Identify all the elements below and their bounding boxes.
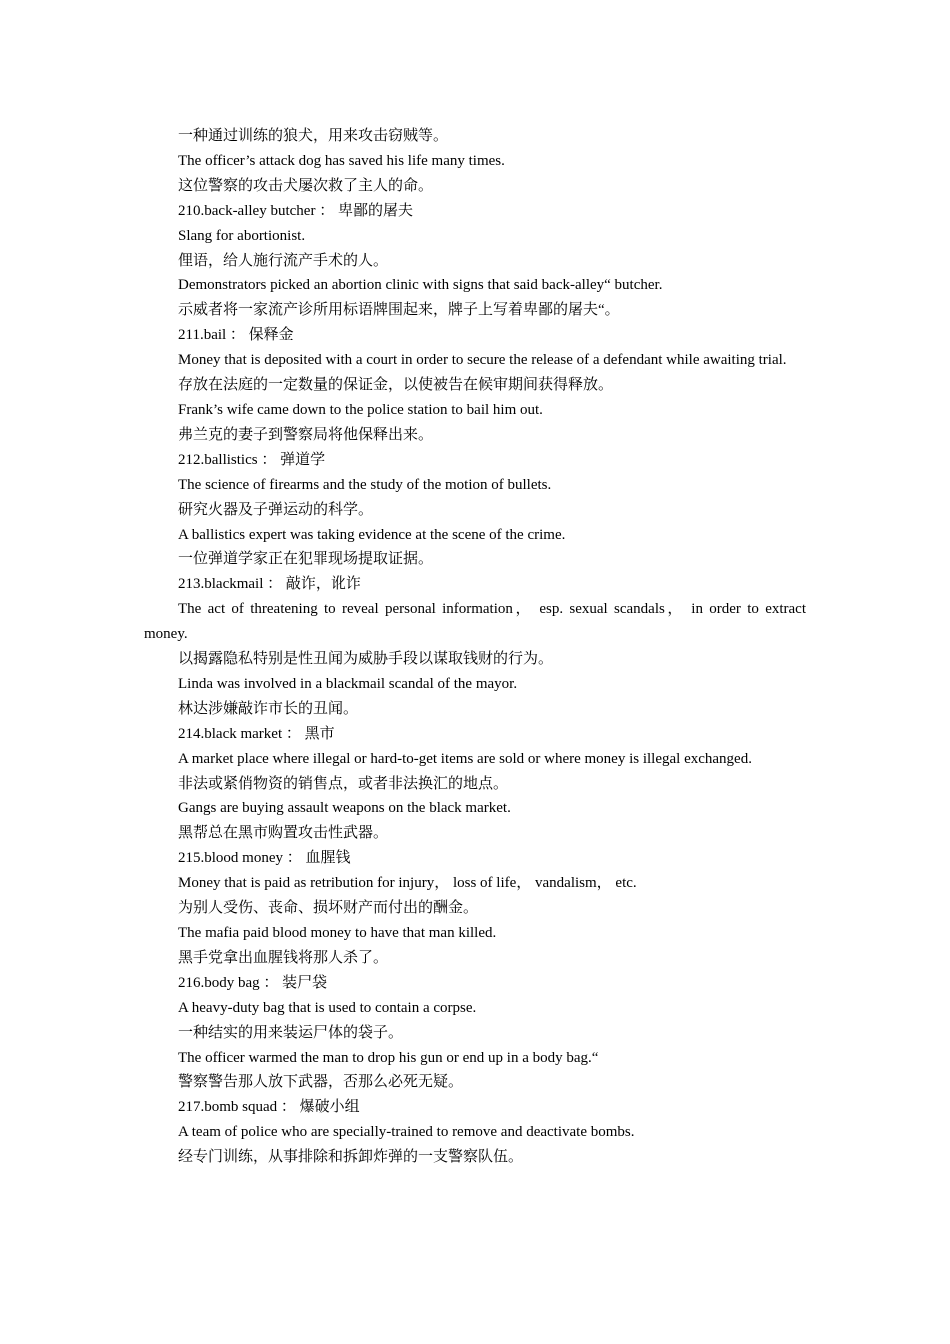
- text-line: 警察警告那人放下武器，否那么必死无疑。: [178, 1074, 464, 1091]
- text-line: A team of police who are specially-trained to remove and deactivate bombs.: [178, 1124, 635, 1141]
- term-heading: 212.ballistics ： 弹道学: [178, 451, 326, 468]
- text-line: 黑帮总在黑市购置攻击性武器。: [178, 825, 389, 842]
- term-heading: 215.blood money ： 血腥钱: [178, 850, 351, 867]
- text-line: 俚语，给人施行流产手术的人。: [178, 252, 389, 269]
- text-line: 黑手党拿出血腥钱将那人杀了。: [178, 949, 389, 966]
- term-heading: 214.black market ： 黑市: [178, 725, 335, 742]
- term-heading: 213.blackmail ： 敲诈，讹诈: [178, 576, 361, 593]
- text-line: 一种通过训练的狼犬，用来攻击窃贼等。: [178, 128, 449, 144]
- text-line: Slang for abortionist.: [178, 227, 306, 244]
- text-line: Money that is paid as retribution for injury， loss of life， vandalism， etc.: [178, 875, 637, 892]
- text-paragraph: The act of threatening to reveal personal information， esp. sexual scandals， in order to extract money.: [144, 601, 806, 643]
- text-line: 以揭露隐私特别是性丑闻为威胁手段以谋取钱财的行为。: [178, 651, 554, 668]
- text-line: Gangs are buying assault weapons on the black market.: [178, 800, 511, 817]
- text-line: 弗兰克的妻子到警察局将他保释出来。: [178, 426, 434, 443]
- term-heading: 216.body bag ： 装尸袋: [178, 974, 328, 991]
- text-line: A ballistics expert was taking evidence at the scene of the crime.: [178, 526, 566, 543]
- text-line: 林达涉嫌敲诈市长的丑闻。: [178, 700, 359, 717]
- text-line: 这位警察的攻击犬屡次救了主人的命。: [178, 177, 434, 194]
- text-paragraph: Money that is deposited with a court in order to secure the release of a defendant while awaiting trial.: [178, 352, 787, 369]
- text-line: Frank’s wife came down to the police station to bail him out.: [178, 401, 543, 418]
- glossary-text: [144, 124, 806, 1170]
- text-line: The officer’s attack dog has saved his life many times.: [178, 152, 505, 169]
- term-heading: 217.bomb squad ： 爆破小组: [178, 1099, 360, 1116]
- text-line: A heavy-duty bag that is used to contain a corpse.: [178, 999, 477, 1016]
- text-paragraph: A market place where illegal or hard-to-get items are sold or where money is illegal exchanged.: [178, 750, 752, 767]
- text-line: 研究火器及子弹运动的科学。: [178, 501, 374, 518]
- text-line: Demonstrators picked an abortion clinic with signs that said back-alley“ butcher.: [178, 277, 663, 294]
- text-line: 存放在法庭的一定数量的保证金，以使被告在候审期间获得释放。: [178, 377, 614, 394]
- term-heading: 211.bail ： 保释金: [178, 327, 294, 344]
- text-line: The science of firearms and the study of the motion of bullets.: [178, 476, 552, 493]
- text-line: 一种结实的用来装运尸体的袋子。: [178, 1024, 404, 1041]
- term-heading: 210.back-alley butcher ： 卑鄙的屠夫: [178, 202, 413, 219]
- text-line: The officer warmed the man to drop his gun or end up in a body bag.“: [178, 1049, 599, 1066]
- text-line: 示威者将一家流产诊所用标语牌围起来，牌子上写着卑鄙的屠夫“。: [178, 302, 620, 319]
- text-line: 非法或紧俏物资的销售点，或者非法换汇的地点。: [178, 775, 509, 792]
- text-line: 一位弹道学家正在犯罪现场提取证据。: [178, 551, 434, 568]
- text-line: The mafia paid blood money to have that man killed.: [178, 925, 497, 941]
- text-line: 为别人受伤、丧命、损坏财产而付出的酬金。: [178, 900, 479, 917]
- text-line: 经专门训练，从事排除和拆卸炸弹的一支警察队伍。: [178, 1149, 524, 1166]
- text-line: Linda was involved in a blackmail scandal of the mayor.: [178, 675, 518, 692]
